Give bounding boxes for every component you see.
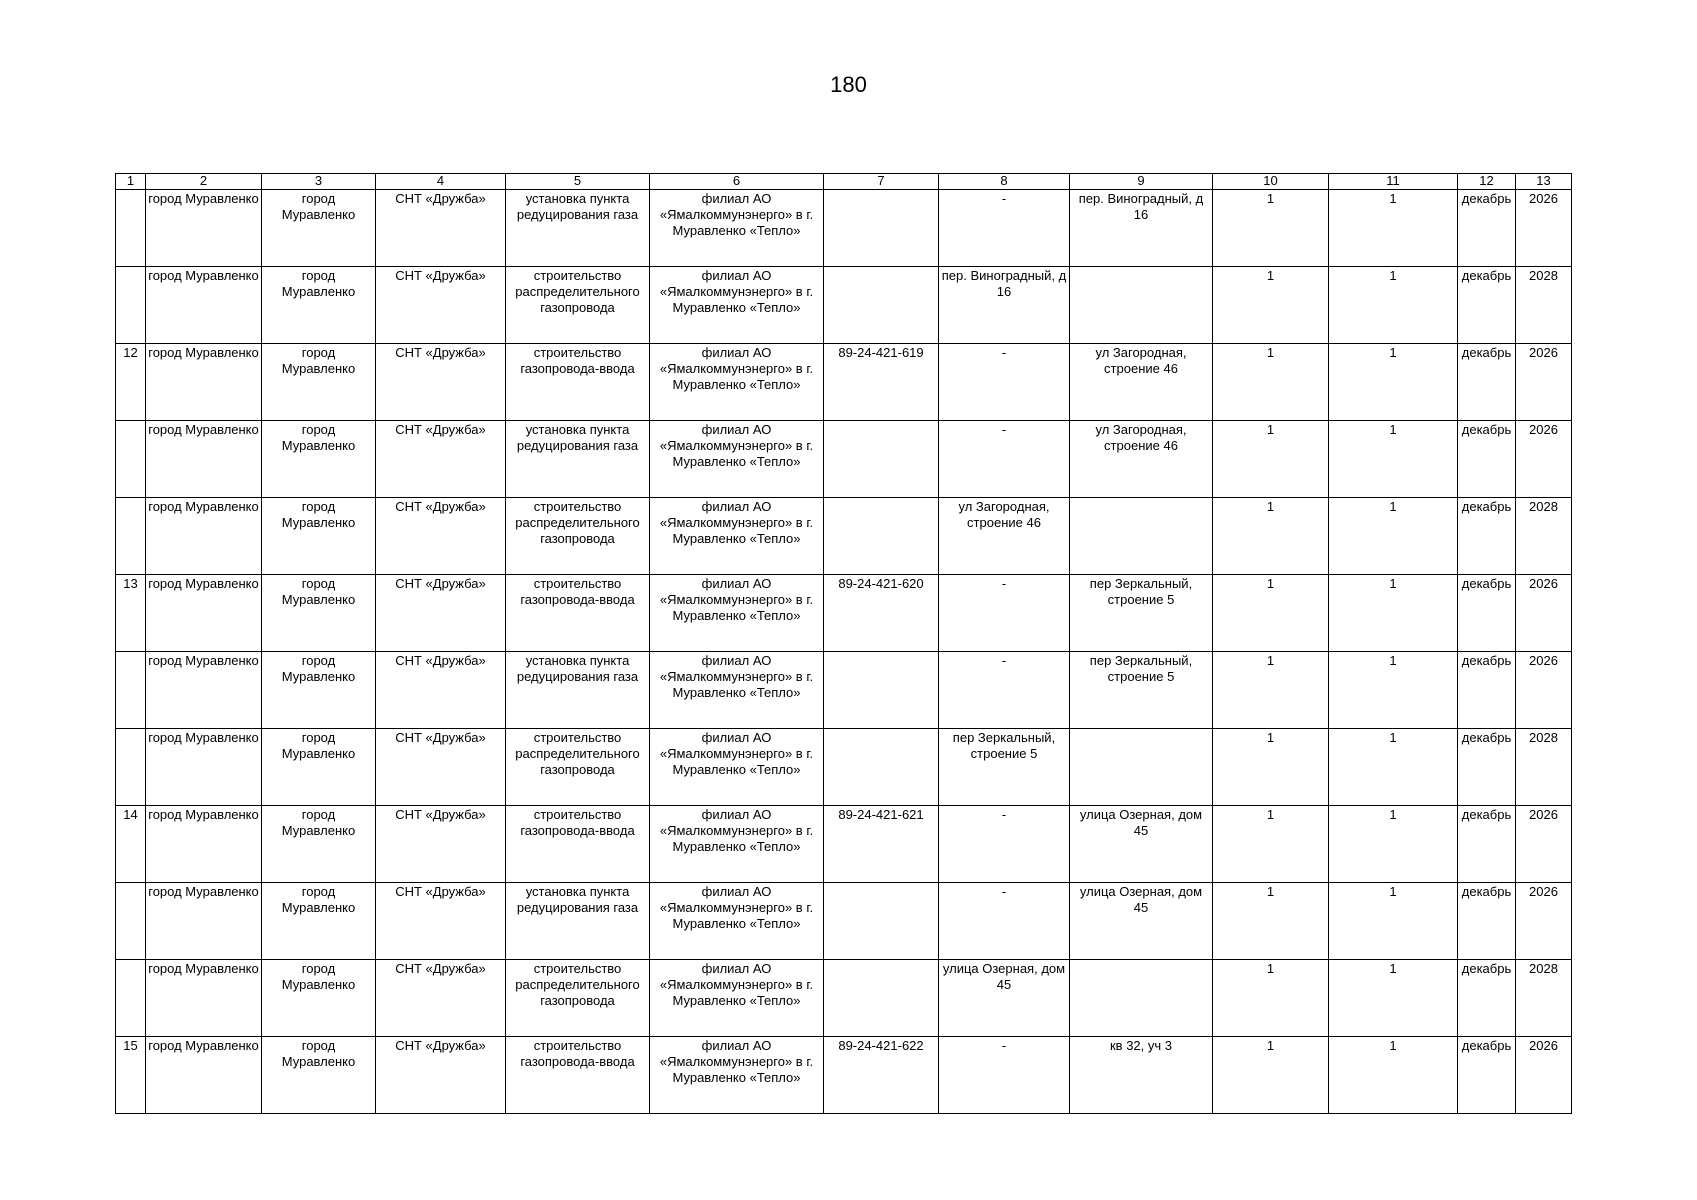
row-number: 15 bbox=[116, 1037, 146, 1114]
work-type-cell: строительство распределительного газопровода bbox=[506, 960, 650, 1037]
settlement-cell: СНТ «Дружба» bbox=[376, 344, 506, 421]
month-cell: декабрь bbox=[1458, 806, 1516, 883]
operator-cell: филиал АО «Ямалкоммунэнерго» в г. Муравленко «Тепло» bbox=[650, 575, 824, 652]
count-b-cell: 1 bbox=[1329, 652, 1458, 729]
header-cell: 4 bbox=[376, 174, 506, 190]
network-id-cell: 89-24-421-622 bbox=[824, 1037, 939, 1114]
work-type-cell: строительство газопровода-ввода bbox=[506, 806, 650, 883]
region-cell: город Муравленко bbox=[146, 190, 262, 267]
month-cell: декабрь bbox=[1458, 960, 1516, 1037]
network-id-cell bbox=[824, 267, 939, 344]
municipality-cell: город Муравленко bbox=[262, 806, 376, 883]
municipality-cell: город Муравленко bbox=[262, 498, 376, 575]
operator-cell: филиал АО «Ямалкоммунэнерго» в г. Муравленко «Тепло» bbox=[650, 267, 824, 344]
header-cell: 13 bbox=[1516, 174, 1572, 190]
municipality-cell: город Муравленко bbox=[262, 883, 376, 960]
region-cell: город Муравленко bbox=[146, 652, 262, 729]
network-id-cell bbox=[824, 421, 939, 498]
work-type-cell: установка пункта редуцирования газа bbox=[506, 883, 650, 960]
year-cell: 2026 bbox=[1516, 344, 1572, 421]
month-cell: декабрь bbox=[1458, 267, 1516, 344]
work-type-cell: установка пункта редуцирования газа bbox=[506, 421, 650, 498]
settlement-cell: СНТ «Дружба» bbox=[376, 421, 506, 498]
network-address-cell: - bbox=[939, 344, 1070, 421]
row-number bbox=[116, 498, 146, 575]
header-cell: 10 bbox=[1213, 174, 1329, 190]
object-address-cell bbox=[1070, 960, 1213, 1037]
network-address-cell: - bbox=[939, 883, 1070, 960]
row-number bbox=[116, 421, 146, 498]
count-a-cell: 1 bbox=[1213, 267, 1329, 344]
network-address-cell: - bbox=[939, 421, 1070, 498]
operator-cell: филиал АО «Ямалкоммунэнерго» в г. Муравленко «Тепло» bbox=[650, 652, 824, 729]
municipality-cell: город Муравленко bbox=[262, 960, 376, 1037]
object-address-cell: кв 32, уч 3 bbox=[1070, 1037, 1213, 1114]
count-a-cell: 1 bbox=[1213, 575, 1329, 652]
settlement-cell: СНТ «Дружба» bbox=[376, 729, 506, 806]
row-number bbox=[116, 652, 146, 729]
region-cell: город Муравленко bbox=[146, 960, 262, 1037]
year-cell: 2026 bbox=[1516, 190, 1572, 267]
network-id-cell bbox=[824, 190, 939, 267]
row-number: 12 bbox=[116, 344, 146, 421]
month-cell: декабрь bbox=[1458, 883, 1516, 960]
year-cell: 2028 bbox=[1516, 498, 1572, 575]
region-cell: город Муравленко bbox=[146, 267, 262, 344]
network-id-cell: 89-24-421-621 bbox=[824, 806, 939, 883]
month-cell: декабрь bbox=[1458, 344, 1516, 421]
object-address-cell: улица Озерная, дом 45 bbox=[1070, 806, 1213, 883]
table-row bbox=[116, 421, 1572, 498]
count-a-cell: 1 bbox=[1213, 960, 1329, 1037]
settlement-cell: СНТ «Дружба» bbox=[376, 575, 506, 652]
object-address-cell bbox=[1070, 729, 1213, 806]
region-cell: город Муравленко bbox=[146, 1037, 262, 1114]
row-number bbox=[116, 190, 146, 267]
header-row bbox=[116, 174, 1572, 190]
count-b-cell: 1 bbox=[1329, 267, 1458, 344]
year-cell: 2026 bbox=[1516, 1037, 1572, 1114]
settlement-cell: СНТ «Дружба» bbox=[376, 190, 506, 267]
network-address-cell: - bbox=[939, 1037, 1070, 1114]
network-address-cell: - bbox=[939, 575, 1070, 652]
row-number bbox=[116, 729, 146, 806]
count-b-cell: 1 bbox=[1329, 344, 1458, 421]
region-cell: город Муравленко bbox=[146, 883, 262, 960]
table-row bbox=[116, 1037, 1572, 1114]
count-a-cell: 1 bbox=[1213, 883, 1329, 960]
object-address-cell: ул Загородная, строение 46 bbox=[1070, 344, 1213, 421]
table-row bbox=[116, 575, 1572, 652]
count-a-cell: 1 bbox=[1213, 498, 1329, 575]
operator-cell: филиал АО «Ямалкоммунэнерго» в г. Муравленко «Тепло» bbox=[650, 729, 824, 806]
settlement-cell: СНТ «Дружба» bbox=[376, 806, 506, 883]
month-cell: декабрь bbox=[1458, 190, 1516, 267]
header-cell: 12 bbox=[1458, 174, 1516, 190]
network-id-cell: 89-24-421-620 bbox=[824, 575, 939, 652]
network-id-cell bbox=[824, 883, 939, 960]
count-b-cell: 1 bbox=[1329, 498, 1458, 575]
region-cell: город Муравленко bbox=[146, 729, 262, 806]
municipality-cell: город Муравленко bbox=[262, 267, 376, 344]
settlement-cell: СНТ «Дружба» bbox=[376, 498, 506, 575]
network-id-cell: 89-24-421-619 bbox=[824, 344, 939, 421]
count-a-cell: 1 bbox=[1213, 806, 1329, 883]
network-id-cell bbox=[824, 498, 939, 575]
table-row bbox=[116, 498, 1572, 575]
row-number: 13 bbox=[116, 575, 146, 652]
work-type-cell: строительство газопровода-ввода bbox=[506, 344, 650, 421]
network-address-cell: - bbox=[939, 806, 1070, 883]
month-cell: декабрь bbox=[1458, 575, 1516, 652]
count-a-cell: 1 bbox=[1213, 729, 1329, 806]
page-number: 180 bbox=[830, 72, 867, 97]
count-a-cell: 1 bbox=[1213, 421, 1329, 498]
month-cell: декабрь bbox=[1458, 421, 1516, 498]
count-a-cell: 1 bbox=[1213, 1037, 1329, 1114]
object-address-cell: пер. Виноградный, д 16 bbox=[1070, 190, 1213, 267]
count-b-cell: 1 bbox=[1329, 421, 1458, 498]
object-address-cell bbox=[1070, 267, 1213, 344]
month-cell: декабрь bbox=[1458, 652, 1516, 729]
year-cell: 2026 bbox=[1516, 575, 1572, 652]
count-b-cell: 1 bbox=[1329, 729, 1458, 806]
network-id-cell bbox=[824, 960, 939, 1037]
count-a-cell: 1 bbox=[1213, 652, 1329, 729]
table-row bbox=[116, 883, 1572, 960]
header-cell: 6 bbox=[650, 174, 824, 190]
work-type-cell: строительство распределительного газопровода bbox=[506, 267, 650, 344]
network-address-cell: пер Зеркальный, строение 5 bbox=[939, 729, 1070, 806]
work-type-cell: установка пункта редуцирования газа bbox=[506, 190, 650, 267]
header-cell: 7 bbox=[824, 174, 939, 190]
work-type-cell: строительство газопровода-ввода bbox=[506, 575, 650, 652]
header-cell: 11 bbox=[1329, 174, 1458, 190]
network-address-cell: - bbox=[939, 190, 1070, 267]
settlement-cell: СНТ «Дружба» bbox=[376, 1037, 506, 1114]
municipality-cell: город Муравленко bbox=[262, 190, 376, 267]
table-row bbox=[116, 960, 1572, 1037]
count-b-cell: 1 bbox=[1329, 1037, 1458, 1114]
count-a-cell: 1 bbox=[1213, 344, 1329, 421]
object-address-cell: пер Зеркальный, строение 5 bbox=[1070, 575, 1213, 652]
operator-cell: филиал АО «Ямалкоммунэнерго» в г. Муравленко «Тепло» bbox=[650, 960, 824, 1037]
network-id-cell bbox=[824, 652, 939, 729]
year-cell: 2026 bbox=[1516, 806, 1572, 883]
municipality-cell: город Муравленко bbox=[262, 421, 376, 498]
count-b-cell: 1 bbox=[1329, 575, 1458, 652]
header-cell: 2 bbox=[146, 174, 262, 190]
data-table bbox=[115, 173, 1572, 1114]
settlement-cell: СНТ «Дружба» bbox=[376, 960, 506, 1037]
object-address-cell: пер Зеркальный, строение 5 bbox=[1070, 652, 1213, 729]
year-cell: 2028 bbox=[1516, 960, 1572, 1037]
municipality-cell: город Муравленко bbox=[262, 652, 376, 729]
object-address-cell: ул Загородная, строение 46 bbox=[1070, 421, 1213, 498]
region-cell: город Муравленко bbox=[146, 344, 262, 421]
work-type-cell: строительство распределительного газопровода bbox=[506, 729, 650, 806]
network-address-cell: улица Озерная, дом 45 bbox=[939, 960, 1070, 1037]
table-row bbox=[116, 190, 1572, 267]
operator-cell: филиал АО «Ямалкоммунэнерго» в г. Муравленко «Тепло» bbox=[650, 190, 824, 267]
header-cell: 5 bbox=[506, 174, 650, 190]
month-cell: декабрь bbox=[1458, 729, 1516, 806]
work-type-cell: строительство газопровода-ввода bbox=[506, 1037, 650, 1114]
header-cell: 3 bbox=[262, 174, 376, 190]
operator-cell: филиал АО «Ямалкоммунэнерго» в г. Муравленко «Тепло» bbox=[650, 421, 824, 498]
table-row bbox=[116, 729, 1572, 806]
municipality-cell: город Муравленко bbox=[262, 1037, 376, 1114]
municipality-cell: город Муравленко bbox=[262, 729, 376, 806]
municipality-cell: город Муравленко bbox=[262, 344, 376, 421]
table-row bbox=[116, 652, 1572, 729]
header-cell: 8 bbox=[939, 174, 1070, 190]
count-b-cell: 1 bbox=[1329, 190, 1458, 267]
row-number bbox=[116, 883, 146, 960]
count-b-cell: 1 bbox=[1329, 960, 1458, 1037]
work-type-cell: строительство распределительного газопровода bbox=[506, 498, 650, 575]
object-address-cell bbox=[1070, 498, 1213, 575]
region-cell: город Муравленко bbox=[146, 575, 262, 652]
operator-cell: филиал АО «Ямалкоммунэнерго» в г. Муравленко «Тепло» bbox=[650, 344, 824, 421]
operator-cell: филиал АО «Ямалкоммунэнерго» в г. Муравленко «Тепло» bbox=[650, 806, 824, 883]
count-a-cell: 1 bbox=[1213, 190, 1329, 267]
object-address-cell: улица Озерная, дом 45 bbox=[1070, 883, 1213, 960]
network-address-cell: - bbox=[939, 652, 1070, 729]
region-cell: город Муравленко bbox=[146, 421, 262, 498]
year-cell: 2026 bbox=[1516, 883, 1572, 960]
row-number: 14 bbox=[116, 806, 146, 883]
year-cell: 2026 bbox=[1516, 421, 1572, 498]
row-number bbox=[116, 267, 146, 344]
network-address-cell: ул Загородная, строение 46 bbox=[939, 498, 1070, 575]
settlement-cell: СНТ «Дружба» bbox=[376, 652, 506, 729]
header-cell: 1 bbox=[116, 174, 146, 190]
operator-cell: филиал АО «Ямалкоммунэнерго» в г. Муравленко «Тепло» bbox=[650, 1037, 824, 1114]
header-cell: 9 bbox=[1070, 174, 1213, 190]
network-id-cell bbox=[824, 729, 939, 806]
table-row bbox=[116, 806, 1572, 883]
table-row bbox=[116, 267, 1572, 344]
count-b-cell: 1 bbox=[1329, 883, 1458, 960]
table-row bbox=[116, 344, 1572, 421]
month-cell: декабрь bbox=[1458, 1037, 1516, 1114]
year-cell: 2026 bbox=[1516, 652, 1572, 729]
year-cell: 2028 bbox=[1516, 729, 1572, 806]
month-cell: декабрь bbox=[1458, 498, 1516, 575]
region-cell: город Муравленко bbox=[146, 498, 262, 575]
network-address-cell: пер. Виноградный, д 16 bbox=[939, 267, 1070, 344]
municipality-cell: город Муравленко bbox=[262, 575, 376, 652]
operator-cell: филиал АО «Ямалкоммунэнерго» в г. Муравленко «Тепло» bbox=[650, 498, 824, 575]
row-number bbox=[116, 960, 146, 1037]
region-cell: город Муравленко bbox=[146, 806, 262, 883]
settlement-cell: СНТ «Дружба» bbox=[376, 267, 506, 344]
count-b-cell: 1 bbox=[1329, 806, 1458, 883]
work-type-cell: установка пункта редуцирования газа bbox=[506, 652, 650, 729]
table-body bbox=[116, 190, 1572, 1114]
operator-cell: филиал АО «Ямалкоммунэнерго» в г. Муравленко «Тепло» bbox=[650, 883, 824, 960]
year-cell: 2028 bbox=[1516, 267, 1572, 344]
settlement-cell: СНТ «Дружба» bbox=[376, 883, 506, 960]
